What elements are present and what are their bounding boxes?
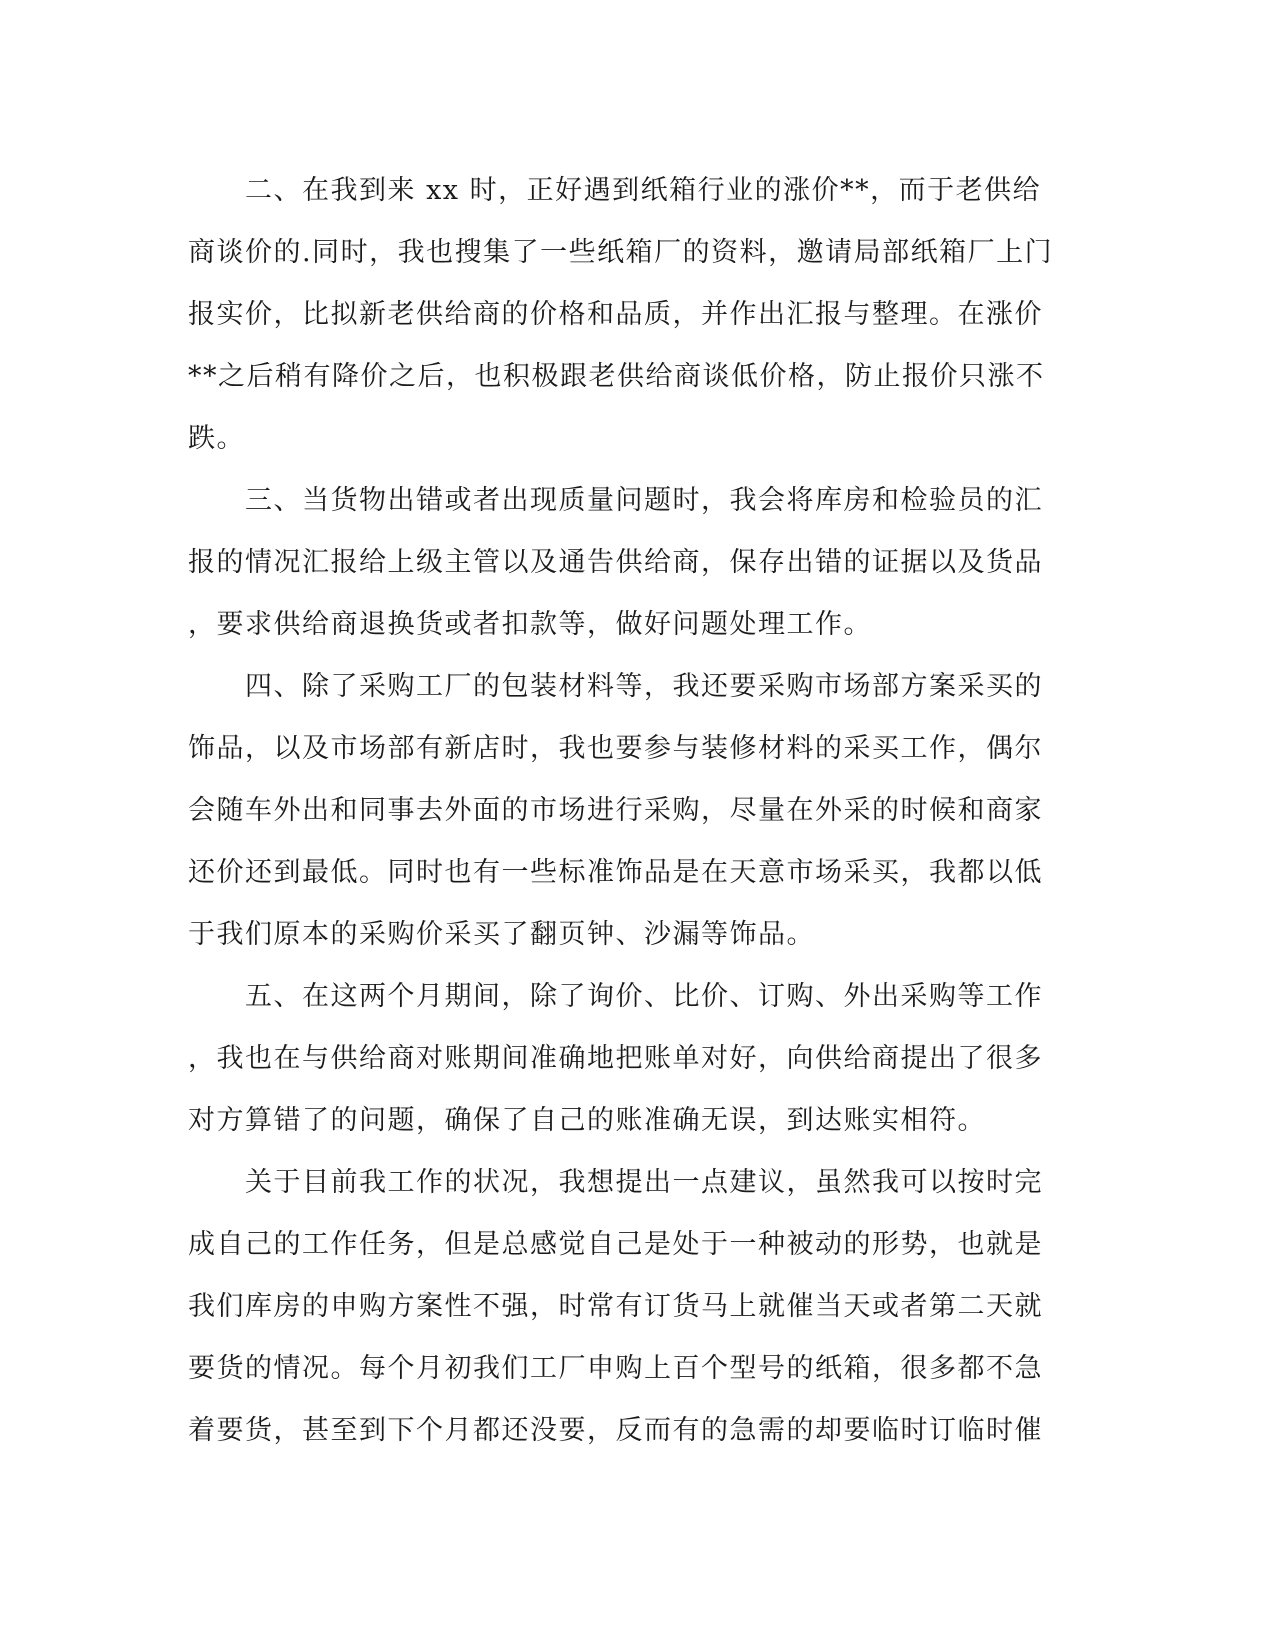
text-line: 商谈价的.同时，我也搜集了一些纸箱厂的资料，邀请局部纸箱厂上门 bbox=[188, 237, 1054, 268]
text-line: 饰品，以及市场部有新店时，我也要参与装修材料的采买工作，偶尔 bbox=[188, 733, 1043, 764]
text-line: 三、当货物出错或者出现质量问题时，我会将库房和检验员的汇 bbox=[188, 485, 1043, 516]
text-line: 着要货，甚至到下个月都还没要，反而有的急需的却要临时订临时催 bbox=[188, 1415, 1043, 1446]
text-line: **之后稍有降价之后，也积极跟老供给商谈低价格，防止报价只涨不 bbox=[188, 361, 1045, 392]
text-line: 关于目前我工作的状况，我想提出一点建议，虽然我可以按时完 bbox=[188, 1167, 1043, 1198]
paragraph-4 bbox=[188, 656, 1068, 966]
paragraph-5 bbox=[188, 966, 1068, 1152]
text-line: 成自己的工作任务，但是总感觉自己是处于一种被动的形势，也就是 bbox=[188, 1229, 1043, 1260]
text-line: ，我也在与供给商对账期间准确地把账单对好，向供给商提出了很多 bbox=[188, 1043, 1043, 1074]
text-line: 对方算错了的问题，确保了自己的账准确无误，到达账实相符。 bbox=[188, 1105, 986, 1136]
text-line: 二、在我到来 xx 时，正好遇到纸箱行业的涨价**，而于老供给 bbox=[188, 175, 1042, 206]
text-line: 要货的情况。每个月初我们工厂申购上百个型号的纸箱，很多都不急 bbox=[188, 1353, 1043, 1384]
paragraph-suggestion bbox=[188, 1152, 1068, 1462]
text-line: 还价还到最低。同时也有一些标准饰品是在天意市场采买，我都以低 bbox=[188, 857, 1043, 888]
paragraph-3 bbox=[188, 470, 1068, 656]
text-line: 五、在这两个月期间，除了询价、比价、订购、外出采购等工作 bbox=[188, 981, 1043, 1012]
text-line: 报实价，比拟新老供给商的价格和品质，并作出汇报与整理。在涨价 bbox=[188, 299, 1043, 330]
text-line: 跌。 bbox=[188, 423, 245, 454]
text-line: 于我们原本的采购价采买了翻页钟、沙漏等饰品。 bbox=[188, 919, 815, 950]
text-line: 我们库房的申购方案性不强，时常有订货马上就催当天或者第二天就 bbox=[188, 1291, 1043, 1322]
paragraph-2 bbox=[188, 160, 1068, 470]
text-line: ，要求供给商退换货或者扣款等，做好问题处理工作。 bbox=[188, 609, 872, 640]
text-line: 报的情况汇报给上级主管以及通告供给商，保存出错的证据以及货品 bbox=[188, 547, 1043, 578]
text-line: 四、除了采购工厂的包装材料等，我还要采购市场部方案采买的 bbox=[188, 671, 1043, 702]
document-body bbox=[188, 160, 1068, 1462]
text-line: 会随车外出和同事去外面的市场进行采购，尽量在外采的时候和商家 bbox=[188, 795, 1043, 826]
